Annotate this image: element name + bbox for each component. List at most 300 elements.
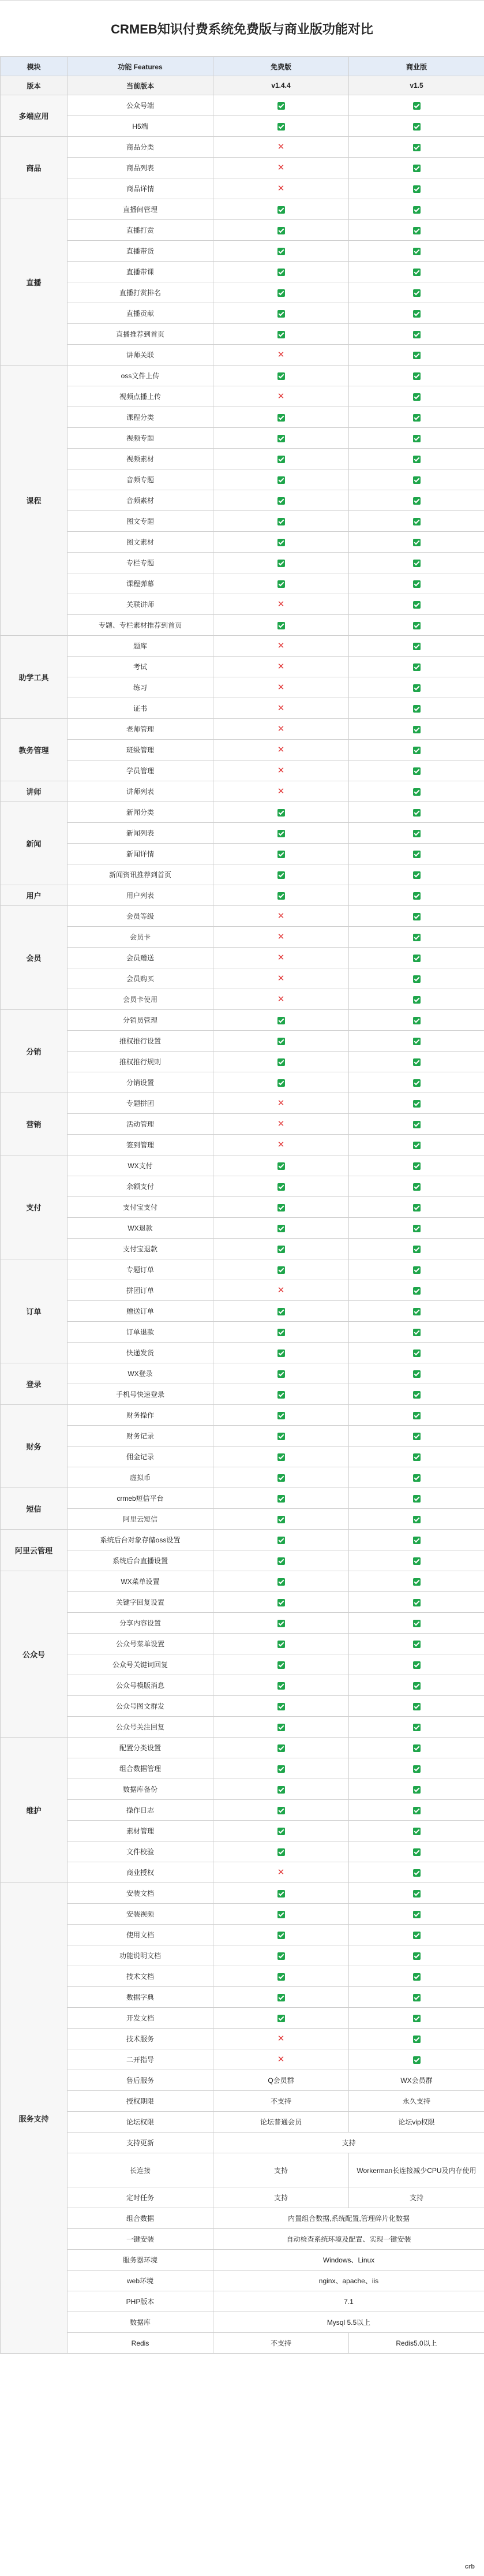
feature-cell: 数据库 xyxy=(67,2312,213,2333)
module-cell: 服务支持 xyxy=(1,1883,67,2354)
pro-cell xyxy=(349,1758,484,1779)
pro-cell xyxy=(349,95,484,116)
check-icon xyxy=(413,331,421,338)
table-row xyxy=(1,1571,484,1592)
pro-cell xyxy=(349,1176,484,1197)
pro-cell xyxy=(349,719,484,740)
pro-cell xyxy=(349,1093,484,1114)
feature-cell: 支付宝支付 xyxy=(67,1197,213,1218)
feature-cell: 新闻分类 xyxy=(67,802,213,823)
check-icon xyxy=(277,476,285,484)
feature-cell: 支付宝退款 xyxy=(67,1239,213,1259)
table-row xyxy=(1,1322,484,1343)
free-cell xyxy=(213,1010,349,1031)
feature-cell: 快递发货 xyxy=(67,1343,213,1363)
pro-cell xyxy=(349,1280,484,1301)
free-cell xyxy=(213,1384,349,1405)
feature-cell: 公众号关键词回复 xyxy=(67,1654,213,1675)
table-row xyxy=(1,386,484,407)
table-body xyxy=(1,95,484,2354)
cross-icon: ✕ xyxy=(277,1140,285,1150)
free-cell xyxy=(213,636,349,657)
free-cell xyxy=(213,1197,349,1218)
free-cell xyxy=(213,1031,349,1052)
check-icon xyxy=(413,456,421,463)
pro-cell xyxy=(349,906,484,927)
feature-cell: 财务记录 xyxy=(67,1426,213,1447)
cross-icon: ✕ xyxy=(277,392,285,401)
free-cell: 不支持 xyxy=(213,2091,349,2112)
free-cell xyxy=(213,968,349,989)
feature-cell: 课程分类 xyxy=(67,407,213,428)
version-module: 版本 xyxy=(1,76,67,95)
feature-cell: 图文素材 xyxy=(67,532,213,553)
check-icon xyxy=(277,1183,285,1191)
free-cell xyxy=(213,1800,349,1821)
free-cell xyxy=(213,1862,349,1883)
free-cell xyxy=(213,927,349,948)
table-row xyxy=(1,1530,484,1550)
check-icon xyxy=(277,310,285,318)
module-cell: 支付 xyxy=(1,1155,67,1259)
feature-cell: WX退款 xyxy=(67,1218,213,1239)
table-row xyxy=(1,1675,484,1696)
free-cell xyxy=(213,885,349,906)
check-icon xyxy=(413,1620,421,1627)
check-icon xyxy=(413,1474,421,1482)
free-cell: 支持 xyxy=(213,2153,349,2187)
module-cell: 订单 xyxy=(1,1259,67,1363)
pro-cell xyxy=(349,1509,484,1530)
check-icon xyxy=(413,248,421,255)
pro-cell xyxy=(349,158,484,178)
feature-cell: 推权推行规则 xyxy=(67,1052,213,1072)
table-row xyxy=(1,1738,484,1758)
feature-cell: 数据库备份 xyxy=(67,1779,213,1800)
check-icon xyxy=(413,2056,421,2064)
check-icon xyxy=(277,1786,285,1794)
check-icon xyxy=(277,1017,285,1024)
check-icon xyxy=(277,518,285,525)
check-icon xyxy=(277,1453,285,1461)
pro-cell: 论坛vip权限 xyxy=(349,2112,484,2133)
feature-cell: 商品详情 xyxy=(67,178,213,199)
pro-cell xyxy=(349,428,484,449)
check-icon xyxy=(413,1578,421,1586)
table-row xyxy=(1,241,484,262)
pro-cell xyxy=(349,677,484,698)
check-icon xyxy=(413,1744,421,1752)
table-row xyxy=(1,2008,484,2029)
feature-cell: 推权推行设置 xyxy=(67,1031,213,1052)
pro-cell xyxy=(349,553,484,573)
feature-cell: 服务器环境 xyxy=(67,2250,213,2271)
check-icon xyxy=(413,975,421,983)
feature-cell: 公众号图文群发 xyxy=(67,1696,213,1717)
free-cell xyxy=(213,345,349,366)
pro-cell: Workerman长连接减少CPU及内存使用 xyxy=(349,2153,484,2187)
table-row xyxy=(1,1301,484,1322)
pro-cell xyxy=(349,698,484,719)
feature-cell: Redis xyxy=(67,2333,213,2354)
table-row xyxy=(1,137,484,158)
pro-cell xyxy=(349,1405,484,1426)
free-cell: 论坛普通会员 xyxy=(213,2112,349,2133)
table-row xyxy=(1,282,484,303)
feature-cell: oss文件上传 xyxy=(67,366,213,386)
cross-icon: ✕ xyxy=(277,641,285,651)
check-icon xyxy=(277,1537,285,1544)
table-row xyxy=(1,636,484,657)
check-icon xyxy=(277,1724,285,1731)
free-cell xyxy=(213,1945,349,1966)
free-cell xyxy=(213,823,349,844)
free-cell xyxy=(213,615,349,636)
free-cell xyxy=(213,199,349,220)
feature-cell: 新闻资讯推荐到首页 xyxy=(67,864,213,885)
free-cell xyxy=(213,511,349,532)
table-row xyxy=(1,657,484,677)
table-row xyxy=(1,1384,484,1405)
free-cell xyxy=(213,1696,349,1717)
check-icon xyxy=(413,851,421,858)
check-icon xyxy=(413,1058,421,1066)
table-row xyxy=(1,1821,484,1841)
module-cell: 登录 xyxy=(1,1363,67,1405)
feature-cell: 技术文档 xyxy=(67,1966,213,1987)
feature-cell: 商品列表 xyxy=(67,158,213,178)
table-row xyxy=(1,178,484,199)
check-icon xyxy=(413,1911,421,1918)
check-icon xyxy=(413,1142,421,1149)
module-cell: 阿里云管理 xyxy=(1,1530,67,1571)
check-icon xyxy=(413,643,421,650)
table-row xyxy=(1,2250,484,2271)
cross-icon: ✕ xyxy=(277,703,285,713)
free-cell xyxy=(213,2049,349,2070)
feature-cell: 公众号端 xyxy=(67,95,213,116)
check-icon xyxy=(413,684,421,692)
check-icon xyxy=(413,206,421,214)
pro-cell xyxy=(349,636,484,657)
pro-cell xyxy=(349,303,484,324)
feature-cell: 安装视频 xyxy=(67,1904,213,1925)
check-icon xyxy=(277,331,285,338)
feature-cell: 直播推荐到首页 xyxy=(67,324,213,345)
check-icon xyxy=(413,663,421,671)
free-cell xyxy=(213,1488,349,1509)
table-row xyxy=(1,948,484,968)
pro-cell xyxy=(349,1488,484,1509)
table-row xyxy=(1,1550,484,1571)
table-row xyxy=(1,1197,484,1218)
module-cell: 多端应用 xyxy=(1,95,67,137)
pro-cell xyxy=(349,1613,484,1634)
feature-cell: PHP版本 xyxy=(67,2291,213,2312)
check-icon xyxy=(413,414,421,422)
pro-cell xyxy=(349,1031,484,1052)
free-cell xyxy=(213,220,349,241)
check-icon xyxy=(413,1932,421,1939)
pro-cell xyxy=(349,573,484,594)
check-icon xyxy=(277,1391,285,1399)
check-icon xyxy=(277,871,285,879)
pro-cell xyxy=(349,199,484,220)
check-icon xyxy=(413,1537,421,1544)
cross-icon: ✕ xyxy=(277,745,285,755)
free-cell xyxy=(213,1925,349,1945)
cross-icon: ✕ xyxy=(277,2055,285,2064)
check-icon xyxy=(413,1724,421,1731)
free-cell xyxy=(213,1530,349,1550)
feature-cell: 素材管理 xyxy=(67,1821,213,1841)
feature-cell: 公众号菜单设置 xyxy=(67,1634,213,1654)
pro-cell xyxy=(349,1530,484,1550)
check-icon xyxy=(413,1765,421,1773)
check-icon xyxy=(277,1516,285,1523)
check-icon xyxy=(277,809,285,817)
module-cell: 会员 xyxy=(1,906,67,1010)
pro-cell xyxy=(349,1218,484,1239)
feature-cell: web环境 xyxy=(67,2271,213,2291)
feature-cell: 直播打赏 xyxy=(67,220,213,241)
check-icon xyxy=(413,1100,421,1108)
check-icon xyxy=(277,414,285,422)
feature-cell: 公众号关注回复 xyxy=(67,1717,213,1738)
pro-cell xyxy=(349,1010,484,1031)
feature-cell: 组合数据 xyxy=(67,2208,213,2229)
check-icon xyxy=(277,372,285,380)
check-icon xyxy=(413,1038,421,1045)
check-icon xyxy=(277,1744,285,1752)
pro-cell xyxy=(349,1426,484,1447)
check-icon xyxy=(277,1932,285,1939)
free-cell xyxy=(213,1467,349,1488)
table-row xyxy=(1,220,484,241)
table-row xyxy=(1,1031,484,1052)
pro-cell xyxy=(349,1738,484,1758)
feature-cell: 用户列表 xyxy=(67,885,213,906)
check-icon xyxy=(413,227,421,234)
merged-cell: nginx、apache、iis xyxy=(213,2271,484,2291)
feature-cell: 老师管理 xyxy=(67,719,213,740)
check-icon xyxy=(413,1370,421,1378)
table-row xyxy=(1,1135,484,1155)
feature-cell: 商业授权 xyxy=(67,1862,213,1883)
pro-cell xyxy=(349,386,484,407)
feature-cell: 视频专题 xyxy=(67,428,213,449)
feature-cell: 专栏专题 xyxy=(67,553,213,573)
free-cell xyxy=(213,844,349,864)
pro-cell xyxy=(349,1696,484,1717)
check-icon xyxy=(277,1370,285,1378)
pro-cell xyxy=(349,948,484,968)
feature-cell: 文件校验 xyxy=(67,1841,213,1862)
header-row xyxy=(1,57,484,76)
feature-cell: 图文专题 xyxy=(67,511,213,532)
free-cell xyxy=(213,1155,349,1176)
check-icon xyxy=(413,1329,421,1336)
feature-cell: 二开指导 xyxy=(67,2049,213,2070)
pro-cell xyxy=(349,989,484,1010)
merged-cell: Windows、Linux xyxy=(213,2250,484,2271)
check-icon xyxy=(277,1557,285,1565)
free-cell xyxy=(213,1405,349,1426)
free-cell xyxy=(213,324,349,345)
check-icon xyxy=(277,1848,285,1856)
check-icon xyxy=(413,996,421,1004)
table-row xyxy=(1,1363,484,1384)
feature-cell: 分销员管理 xyxy=(67,1010,213,1031)
feature-cell: 会员赠送 xyxy=(67,948,213,968)
comparison-table xyxy=(0,57,484,2354)
feature-cell: 直播贡献 xyxy=(67,303,213,324)
table-row xyxy=(1,1155,484,1176)
check-icon xyxy=(413,1017,421,1024)
feature-cell: 系统后台对象存储oss设置 xyxy=(67,1530,213,1550)
pro-cell xyxy=(349,1571,484,1592)
check-icon xyxy=(277,227,285,234)
module-cell: 教务管理 xyxy=(1,719,67,781)
pro-cell xyxy=(349,324,484,345)
check-icon xyxy=(413,580,421,588)
cross-icon: ✕ xyxy=(277,994,285,1004)
check-icon xyxy=(413,1869,421,1877)
feature-cell: 拼团订单 xyxy=(67,1280,213,1301)
free-cell xyxy=(213,1447,349,1467)
free-cell xyxy=(213,1363,349,1384)
check-icon xyxy=(413,497,421,505)
feature-cell: 学员管理 xyxy=(67,761,213,781)
feature-cell: 关联讲师 xyxy=(67,594,213,615)
pro-cell xyxy=(349,1675,484,1696)
check-icon xyxy=(413,1599,421,1606)
check-icon xyxy=(277,1578,285,1586)
table-row xyxy=(1,698,484,719)
module-cell: 财务 xyxy=(1,1405,67,1488)
pro-cell xyxy=(349,615,484,636)
feature-cell: 视频点播上传 xyxy=(67,386,213,407)
free-cell xyxy=(213,1343,349,1363)
free-cell xyxy=(213,116,349,137)
table-row xyxy=(1,407,484,428)
check-icon xyxy=(277,456,285,463)
cross-icon: ✕ xyxy=(277,932,285,942)
pro-cell xyxy=(349,1114,484,1135)
check-icon xyxy=(413,165,421,172)
table-row xyxy=(1,2091,484,2112)
check-icon xyxy=(413,1495,421,1503)
free-cell xyxy=(213,781,349,802)
pro-cell xyxy=(349,1467,484,1488)
feature-cell: 系统后台直播设置 xyxy=(67,1550,213,1571)
table-row xyxy=(1,761,484,781)
pro-cell xyxy=(349,802,484,823)
free-cell xyxy=(213,1550,349,1571)
table-row xyxy=(1,2333,484,2354)
check-icon xyxy=(413,1308,421,1315)
check-icon xyxy=(413,1412,421,1419)
feature-cell: 支持更新 xyxy=(67,2133,213,2153)
table-row xyxy=(1,1800,484,1821)
pro-cell xyxy=(349,1925,484,1945)
cross-icon: ✕ xyxy=(277,1098,285,1108)
check-icon xyxy=(413,809,421,817)
pro-cell xyxy=(349,1841,484,1862)
module-cell: 讲师 xyxy=(1,781,67,802)
feature-cell: 佣金记录 xyxy=(67,1447,213,1467)
check-icon xyxy=(413,2015,421,2022)
pro-cell xyxy=(349,1904,484,1925)
table-row xyxy=(1,95,484,116)
table-row xyxy=(1,1259,484,1280)
free-cell xyxy=(213,1779,349,1800)
check-icon xyxy=(277,1038,285,1045)
pro-cell xyxy=(349,1301,484,1322)
check-icon xyxy=(413,289,421,297)
pro-cell xyxy=(349,345,484,366)
free-cell xyxy=(213,698,349,719)
table-row xyxy=(1,553,484,573)
version-pro: v1.5 xyxy=(349,76,484,95)
feature-cell: 题库 xyxy=(67,636,213,657)
check-icon xyxy=(413,1453,421,1461)
check-icon xyxy=(413,476,421,484)
pro-cell xyxy=(349,1550,484,1571)
check-icon xyxy=(413,934,421,941)
free-cell xyxy=(213,1426,349,1447)
table-row xyxy=(1,802,484,823)
check-icon xyxy=(413,1703,421,1710)
feature-cell: 分享内容设置 xyxy=(67,1613,213,1634)
check-icon xyxy=(413,747,421,754)
free-cell xyxy=(213,1738,349,1758)
free-cell xyxy=(213,1987,349,2008)
table-row xyxy=(1,2112,484,2133)
free-cell xyxy=(213,1675,349,1696)
free-cell xyxy=(213,490,349,511)
feature-cell: 长连接 xyxy=(67,2153,213,2187)
table-row xyxy=(1,532,484,553)
check-icon xyxy=(277,1703,285,1710)
free-cell xyxy=(213,1135,349,1155)
cross-icon: ✕ xyxy=(277,1867,285,1877)
free-cell xyxy=(213,657,349,677)
check-icon xyxy=(277,1890,285,1897)
table-row xyxy=(1,1488,484,1509)
feature-cell: 组合数据管理 xyxy=(67,1758,213,1779)
header-free: 免费版 xyxy=(213,57,349,76)
check-icon xyxy=(277,1058,285,1066)
table-row xyxy=(1,2208,484,2229)
free-cell: Q会员群 xyxy=(213,2070,349,2091)
module-cell: 用户 xyxy=(1,885,67,906)
cross-icon: ✕ xyxy=(277,2034,285,2044)
table-row xyxy=(1,906,484,927)
check-icon xyxy=(413,1890,421,1897)
check-icon xyxy=(277,1620,285,1627)
check-icon xyxy=(413,435,421,442)
check-icon xyxy=(277,289,285,297)
table-row xyxy=(1,989,484,1010)
feature-cell: 赠送订单 xyxy=(67,1301,213,1322)
check-icon xyxy=(413,269,421,276)
check-icon xyxy=(277,1329,285,1336)
feature-cell: 功能说明文档 xyxy=(67,1945,213,1966)
check-icon xyxy=(277,560,285,567)
free-cell xyxy=(213,864,349,885)
pro-cell: WX会员群 xyxy=(349,2070,484,2091)
